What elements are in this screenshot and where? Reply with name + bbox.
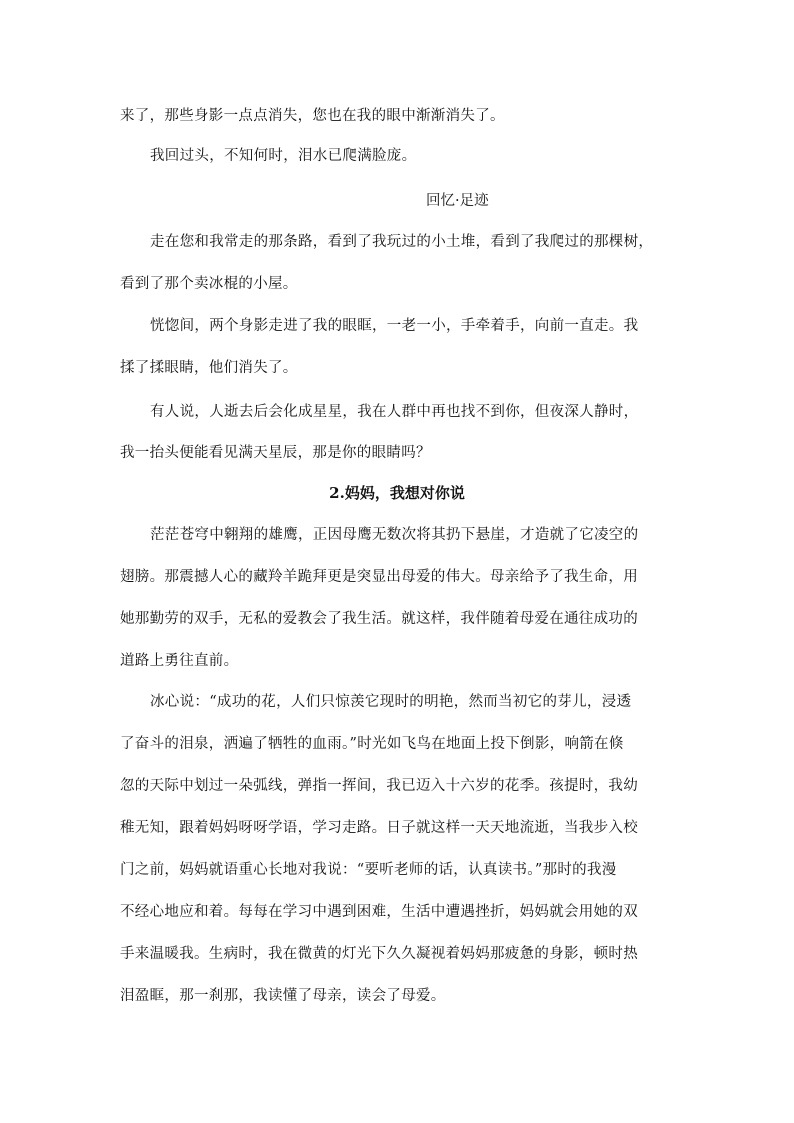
paragraph-line: 手来温暖我。生病时，我在微黄的灯光下久久凝视着妈妈那疲惫的身影，顿时热 — [120, 946, 638, 962]
paragraph-line: 不经心地应和着。每每在学习中遇到困难，生活中遭遇挫折，妈妈就会用她的双 — [120, 904, 638, 920]
paragraph-line: 稚无知，跟着妈妈呀呀学语，学习走路。日子就这样一天天地流逝，当我步入校 — [120, 820, 638, 836]
paragraph-line: 揉了揉眼睛，他们消失了。 — [120, 360, 298, 376]
paragraph-line: 泪盈眶，那一刹那，我读懂了母亲，读会了母爱。 — [120, 988, 446, 1004]
paragraph-line: 翅膀。那震撼人心的藏羚羊跪拜更是突显出母爱的伟大。母亲给予了我生命，用 — [120, 569, 638, 585]
paragraph-line: 有人说，人逝去后会化成星星，我在人群中再也找不到你，但夜深人静时， — [150, 404, 639, 420]
paragraph-line: 冰心说：“成功的花，人们只惊羡它现时的明艳，然而当初它的芽儿，浸透 — [150, 694, 632, 710]
section-title: 2.妈妈，我想对你说 — [329, 484, 465, 502]
paragraph-line: 恍惚间，两个身影走进了我的眼眶，一老一小，手牵着手，向前一直走。我 — [150, 318, 639, 334]
subheading: 回忆·足迹 — [426, 193, 489, 209]
paragraph-line: 看到了那个卖冰棍的小屋。 — [120, 276, 298, 292]
paragraph-line: 我回过头，不知何时，泪水已爬满脸庞。 — [150, 148, 417, 164]
paragraph-line: 她那勤劳的双手，无私的爱教会了我生活。就这样，我伴随着母爱在通往成功的 — [120, 611, 638, 627]
paragraph-line: 走在您和我常走的那条路，看到了我玩过的小土堆，看到了我爬过的那棵树， — [150, 234, 654, 250]
paragraph-line: 茫茫苍穹中翱翔的雄鹰，正因母鹰无数次将其扔下悬崖，才造就了它凌空的 — [150, 527, 639, 543]
paragraph-line: 了奋斗的泪泉，洒遍了牺牲的血雨。”时光如飞鸟在地面上投下倒影，响箭在倏 — [120, 736, 624, 752]
paragraph-line: 来了，那些身影一点点消失，您也在我的眼中渐渐消失了。 — [120, 108, 505, 124]
paragraph-line: 忽的天际中划过一朵弧线，弹指一挥间，我已迈入十六岁的花季。孩提时，我幼 — [120, 778, 638, 794]
paragraph-line: 门之前，妈妈就语重心长地对我说：“要听老师的话，认真读书。”那时的我漫 — [120, 862, 617, 878]
paragraph-line: 我一抬头便能看见满天星辰，那是你的眼睛吗？ — [120, 445, 431, 461]
paragraph-line: 道路上勇往直前。 — [120, 653, 239, 669]
